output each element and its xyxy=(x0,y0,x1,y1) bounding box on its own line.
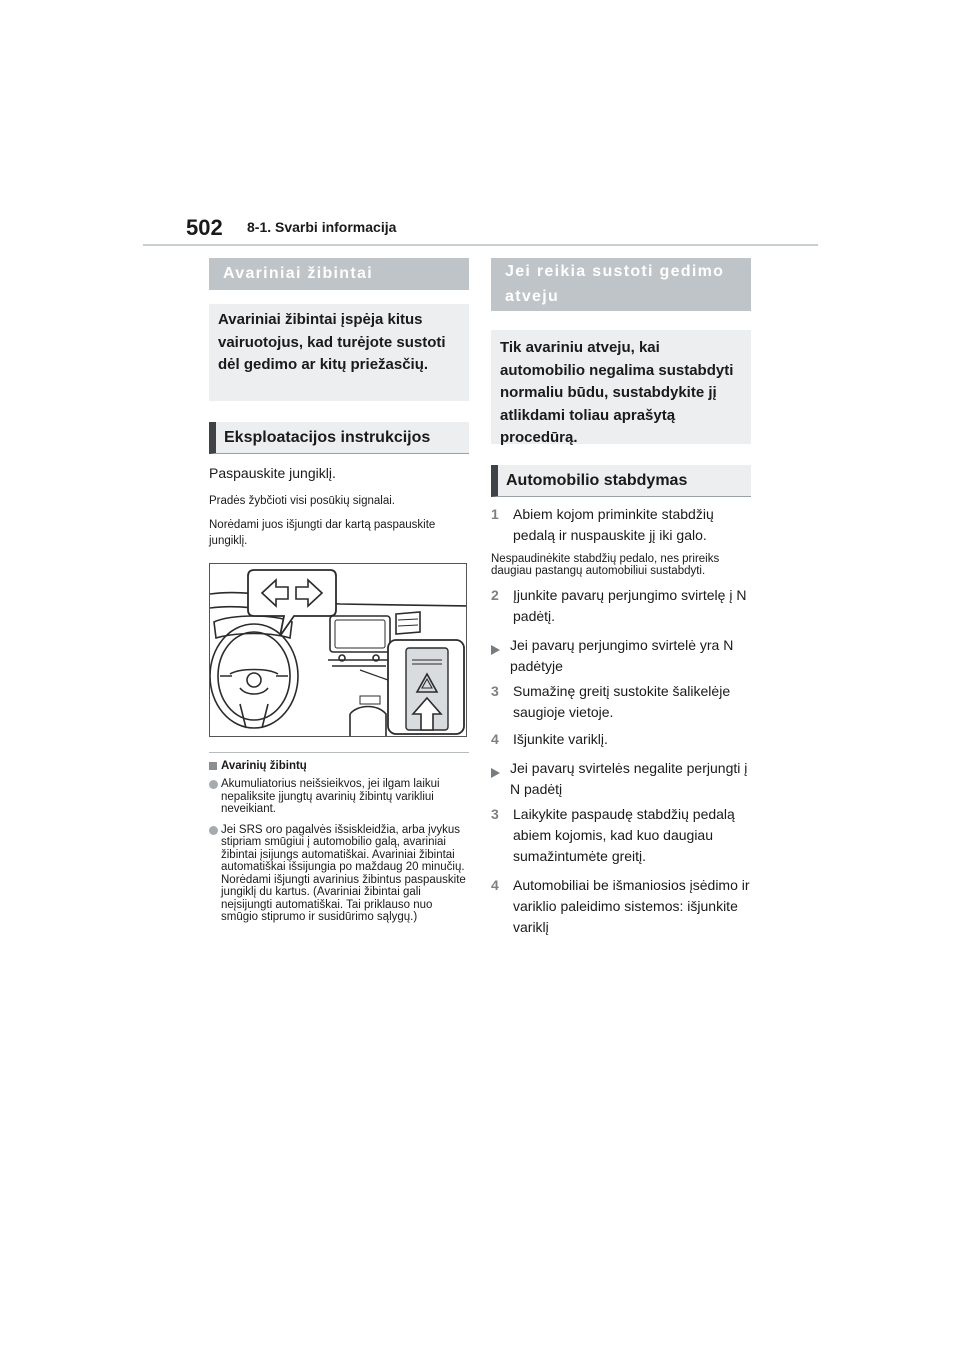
step-note: Nespaudinėkite stabdžių pedalo, nes prireiks daugiau pastangų automobiliui sustabdyti. xyxy=(491,553,720,577)
square-bullet-icon xyxy=(209,762,217,770)
step-text: Įjunkite pavarų perjungimo svirtelę į N padėtį. xyxy=(513,587,747,624)
step-number: 3 xyxy=(491,683,499,699)
note-item xyxy=(209,778,469,816)
note-text: Akumuliatorius neišsieikvos, jei ilgam laikui nepaliksite įjungtų avarinių žibintų varikliui neveikiant. xyxy=(221,778,440,815)
bullet-dot-icon xyxy=(209,778,221,787)
triangle-bullet-icon xyxy=(491,758,510,800)
step-text: Laikykite paspaudę stabdžių pedalą abiem kojomis, kad kuo daugiau sumažintumėte greitį. xyxy=(513,806,735,864)
notes-heading-label: Avarinių žibintų xyxy=(221,760,307,772)
step-number: 2 xyxy=(491,587,499,603)
condition-item xyxy=(491,635,751,677)
figure-divider xyxy=(209,752,469,753)
hazard-lights-intro: Avariniai žibintai įspėja kitus vairuotojus, kad turėjote sustoti dėl gedimo ar kitų priežasčių. xyxy=(209,304,469,401)
signals-flash-text: Pradės žybčioti visi posūkių signalai. xyxy=(209,495,396,507)
dashboard-drawing xyxy=(210,564,467,737)
operating-instructions-heading xyxy=(209,422,469,454)
step-item xyxy=(491,681,751,723)
notes-heading xyxy=(209,760,469,772)
step-item xyxy=(491,804,751,867)
step-number: 4 xyxy=(491,877,499,893)
operating-instructions-label: Eksploatacijos instrukcijos xyxy=(224,428,431,446)
condition-text: Jei pavarų svirtelės negalite perjungti į N padėtį xyxy=(510,760,748,797)
hazard-switch-callout xyxy=(388,640,464,734)
page-number: 502 xyxy=(186,215,223,240)
turn-off-text: Norėdami juos išjungti dar kartą paspauskite jungiklį. xyxy=(209,519,436,547)
triangle-bullet-icon xyxy=(491,635,510,677)
step-item xyxy=(491,585,751,627)
step-text: Automobiliai be išmaniosios įsėdimo ir variklio paleidimo sistemos: išjunkite variklį xyxy=(513,877,750,935)
header-divider xyxy=(143,244,818,246)
dashboard-illustration xyxy=(209,563,467,737)
step-text: Išjunkite variklį. xyxy=(513,731,608,747)
stopping-vehicle-heading xyxy=(491,465,751,497)
step-text: Abiem kojom priminkite stabdžių pedalą ir nuspauskite jį iki galo. xyxy=(513,506,714,543)
bullet-dot-icon xyxy=(209,824,221,833)
step-text: Sumažinę greitį sustokite šalikelėje saugioje vietoje. xyxy=(513,683,731,720)
right-column xyxy=(491,258,751,938)
emergency-stop-intro: Tik avariniu atveju, kai automobilio negalima sustabdyti normaliu būdu, sustabdykite jį atlikdami toliau aprašytą procedūrą. xyxy=(491,330,751,444)
step-item xyxy=(491,875,751,938)
stopping-vehicle-label: Automobilio stabdymas xyxy=(506,471,688,489)
note-item xyxy=(209,824,469,924)
step-number: 4 xyxy=(491,731,499,747)
step-number: 1 xyxy=(491,506,499,522)
condition-text: Jei pavarų perjungimo svirtelė yra N padėtyje xyxy=(510,637,734,674)
emergency-stop-banner: Jei reikia sustoti gedimo atveju xyxy=(491,258,751,311)
press-switch-text: Paspauskite jungiklį. xyxy=(209,465,336,481)
step-item xyxy=(491,504,751,546)
step-number: 3 xyxy=(491,806,499,822)
condition-item xyxy=(491,758,751,800)
section-title: 8-1. Svarbi informacija xyxy=(247,219,397,235)
note-text: Jei SRS oro pagalvės išsiskleidžia, arba įvykus stipriam smūgiui į automobilio galą, avariniai žibintai įsijungs automatiškai. Avariniai žibintai automatiškai išsijungia po maždaug 20 minučių. Norėdami išjungti avarinius žibintus paspauskite jungiklį du kartus. (Avariniai žibintai gali neįsijungti automatiškai. Tai priklauso nuo smūgio stiprumo ir susidūrimo sąlygų.) xyxy=(221,823,466,923)
left-column xyxy=(209,258,469,924)
step-item xyxy=(491,729,751,750)
hazard-lights-banner: Avariniai žibintai xyxy=(209,258,469,290)
